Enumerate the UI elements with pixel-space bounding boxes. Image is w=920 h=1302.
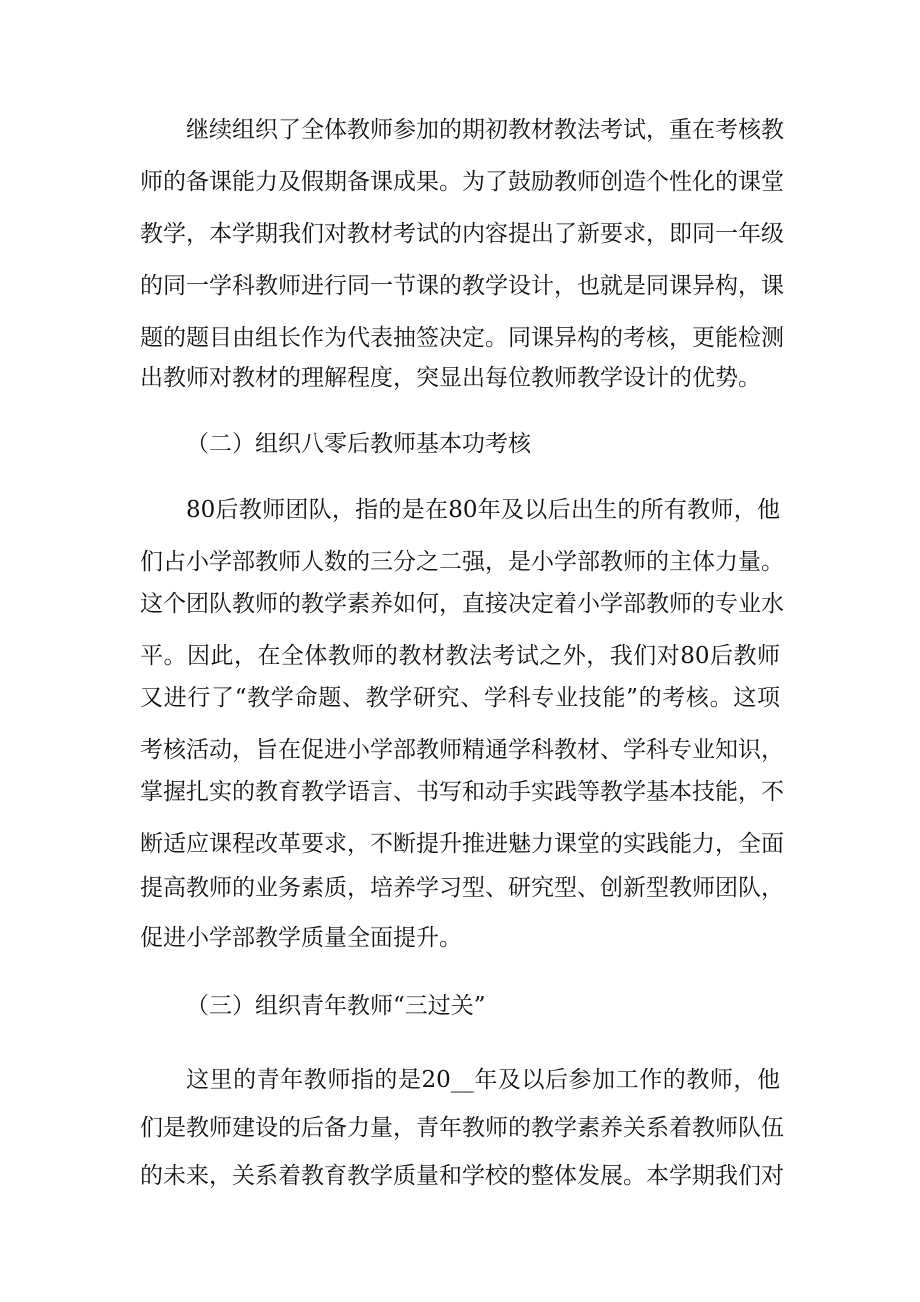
paragraph-2-line-5: 又进行了“教学命题、教学研究、学科专业技能”的考核。这项 bbox=[140, 685, 780, 711]
paragraph-2-line-4: 平。因此，在全体教师的教材教法考试之外，我们对80后教师 bbox=[140, 643, 780, 669]
paragraph-1-line-1: 继续组织了全体教师参加的期初教材教法考试，重在考核教 bbox=[186, 117, 784, 143]
paragraph-1-line-3: 教学，本学期我们对教材考试的内容提出了新要求，即同一年级 bbox=[140, 221, 784, 247]
paragraph-2-line-6: 考核活动，旨在促进小学部教师精通学科教材、学科专业知识， bbox=[140, 737, 784, 763]
paragraph-2-line-7: 掌握扎实的教育教学语言、书写和动手实践等教学基本技能，不 bbox=[140, 779, 784, 805]
section-heading-3: （三）组织青年教师“三过关” bbox=[186, 993, 486, 1019]
paragraph-2-line-3: 这个团队教师的教学素养如何，直接决定着小学部教师的专业水 bbox=[140, 591, 784, 617]
paragraph-2-line-2: 们占小学部教师人数的三分之二强，是小学部教师的主体力量。 bbox=[140, 549, 784, 575]
paragraph-1-line-5: 题的题目由组长作为代表抽签决定。同课异构的考核，更能检测 bbox=[140, 325, 784, 351]
paragraph-2-line-10: 促进小学部教学质量全面提升。 bbox=[140, 925, 462, 951]
paragraph-1-line-6: 出教师对教材的理解程度，突显出每位教师教学设计的优势。 bbox=[140, 365, 761, 391]
paragraph-2-line-9: 提高教师的业务素质，培养学习型、研究型、创新型教师团队， bbox=[140, 875, 784, 901]
paragraph-2-line-8: 断适应课程改革要求，不断提升推进魅力课堂的实践能力，全面 bbox=[140, 831, 784, 857]
paragraph-2-line-1: 80后教师团队，指的是在80年及以后出生的所有教师，他 bbox=[186, 497, 780, 523]
paragraph-1-line-4: 的同一学科教师进行同一节课的教学设计，也就是同课异构，课 bbox=[140, 273, 784, 299]
paragraph-3-line-1: 这里的青年教师指的是20__年及以后参加工作的教师，他 bbox=[186, 1067, 780, 1093]
section-heading-2: （二）组织八零后教师基本功考核 bbox=[186, 431, 531, 457]
paragraph-1-line-2: 师的备课能力及假期备课成果。为了鼓励教师创造个性化的课堂 bbox=[140, 169, 784, 195]
paragraph-3-line-3: 的未来，关系着教育教学质量和学校的整体发展。本学期我们对 bbox=[140, 1163, 784, 1189]
paragraph-3-line-2: 们是教师建设的后备力量，青年教师的教学素养关系着教师队伍 bbox=[140, 1115, 784, 1141]
